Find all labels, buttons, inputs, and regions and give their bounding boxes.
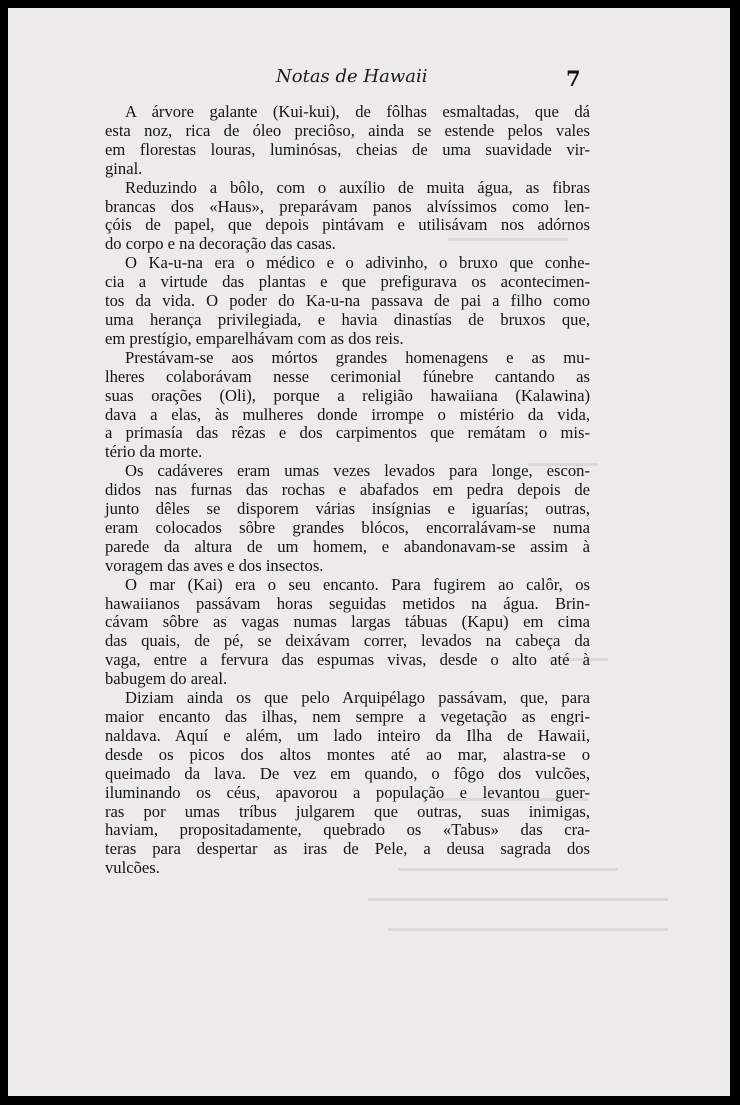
text-line: didos nas furnas das rochas e abafados em pedra depois de [105,480,590,500]
page-number: 7 [566,66,581,91]
text-line: do corpo e na decoração das casas. [105,234,336,254]
paragraph [105,462,590,575]
paragraph [105,179,590,255]
text-line: vulcões. [105,858,160,878]
text-line: teras para despertar as iras de Pele, a deusa sagrada dos [105,839,590,859]
text-line: das quais, de pé, se deixávam correr, levados na cabeça da [105,631,590,651]
text-line: esta noz, rica de óleo preciôso, ainda se estende pelos vales [105,120,590,140]
text-line: babugem do areal. [105,669,228,689]
running-header-title: Notas de Hawaii [276,66,428,87]
text-line: Os cadáveres eram umas vezes levados para longe, escon- [125,461,590,481]
text-line: a primasía das rêzas e dos carpimentos que remátam o mis- [105,423,590,443]
text-line: voragem das aves e dos insectos. [105,555,324,575]
text-line: hawaiianos passávam horas seguidas metidos na água. Brin- [105,593,590,613]
text-line: Prestávam-se aos mórtos grandes homenagens e as mu- [125,347,590,367]
text-line: em prestígio, emparelhávam com as dos reis. [105,328,404,348]
text-line: suas orações (Oli), porque a religião hawaiiana (Kalawina) [105,385,590,405]
body-text [105,103,590,878]
text-line: junto dêles se disporem várias insígnias e iguarías; outras, [105,499,590,519]
text-line: çóis de papel, que depois pintávam e utilisávam nos adórnos [105,215,590,235]
text-line: cia a virtude das plantas e que prefigurava os acontecimen- [105,272,590,292]
text-line: vaga, entre a fervura das espumas vivas, desde o alto até à [105,650,590,670]
text-line: eram colocados sôbre grandes blócos, encorralávam-se numa [105,517,590,537]
text-line: maior encanto das ilhas, nem sempre a vegetação as engri- [105,707,590,726]
text-line: haviam, propositadamente, quebrado os «Tabus» das cra- [105,820,590,840]
text-line: tos da vida. O poder do Ka-u-na passava de pai a filho como [105,291,590,311]
text-line: brancas dos «Haus», preparávam panos alvíssimos como len- [105,196,590,216]
text-line: ginal. [105,158,143,178]
text-line: A árvore galante (Kui-kui), de fôlhas esmaltadas, que dá [125,102,590,121]
text-line: queimado da lava. De vez em quando, o fôgo dos vulcões, [105,763,590,783]
text-line: ras por umas tríbus julgarem que outras, suas inimigas, [105,801,590,821]
text-line: parede da altura de um homem, e abandonavam-se assim à [105,536,590,556]
text-line: lheres colaborávam nesse cerimonial fúnebre cantando as [105,366,590,386]
paragraph [105,103,590,179]
text-line: tério da morte. [105,442,203,462]
text-line: iluminando os céus, apavorou a população e levantou guer- [105,782,590,802]
text-line: uma herança privilegiada, e havia dinastías de bruxos que, [105,309,590,329]
paragraph [105,689,590,878]
text-line: O Ka-u-na era o médico e o adivinho, o bruxo que conhe- [125,253,590,273]
text-line: cávam sôbre as vagas numas largas tábuas (Kapu) em cima [105,612,590,632]
text-line: dava a elas, às mulheres donde irrompe o mistério da vida, [105,404,590,424]
paragraph [105,349,590,462]
paragraph [105,576,590,689]
text-line: desde os picos dos altos montes até ao mar, alastra-se o [105,744,590,764]
text-line: naldava. Aquí e além, um lado inteiro da Ilha de Hawaii, [105,725,590,745]
text-line: O mar (Kai) era o seu encanto. Para fugirem ao calôr, os [125,574,590,594]
text-line: Diziam ainda os que pelo Arquipélago passávam, que, para [125,688,590,708]
paragraph [105,254,590,349]
book-page [8,8,730,1096]
text-line: Reduzindo a bôlo, com o auxílio de muita água, as fibras [125,177,590,197]
text-line: em florestas louras, luminósas, cheias de uma suavidade vir- [105,139,590,159]
